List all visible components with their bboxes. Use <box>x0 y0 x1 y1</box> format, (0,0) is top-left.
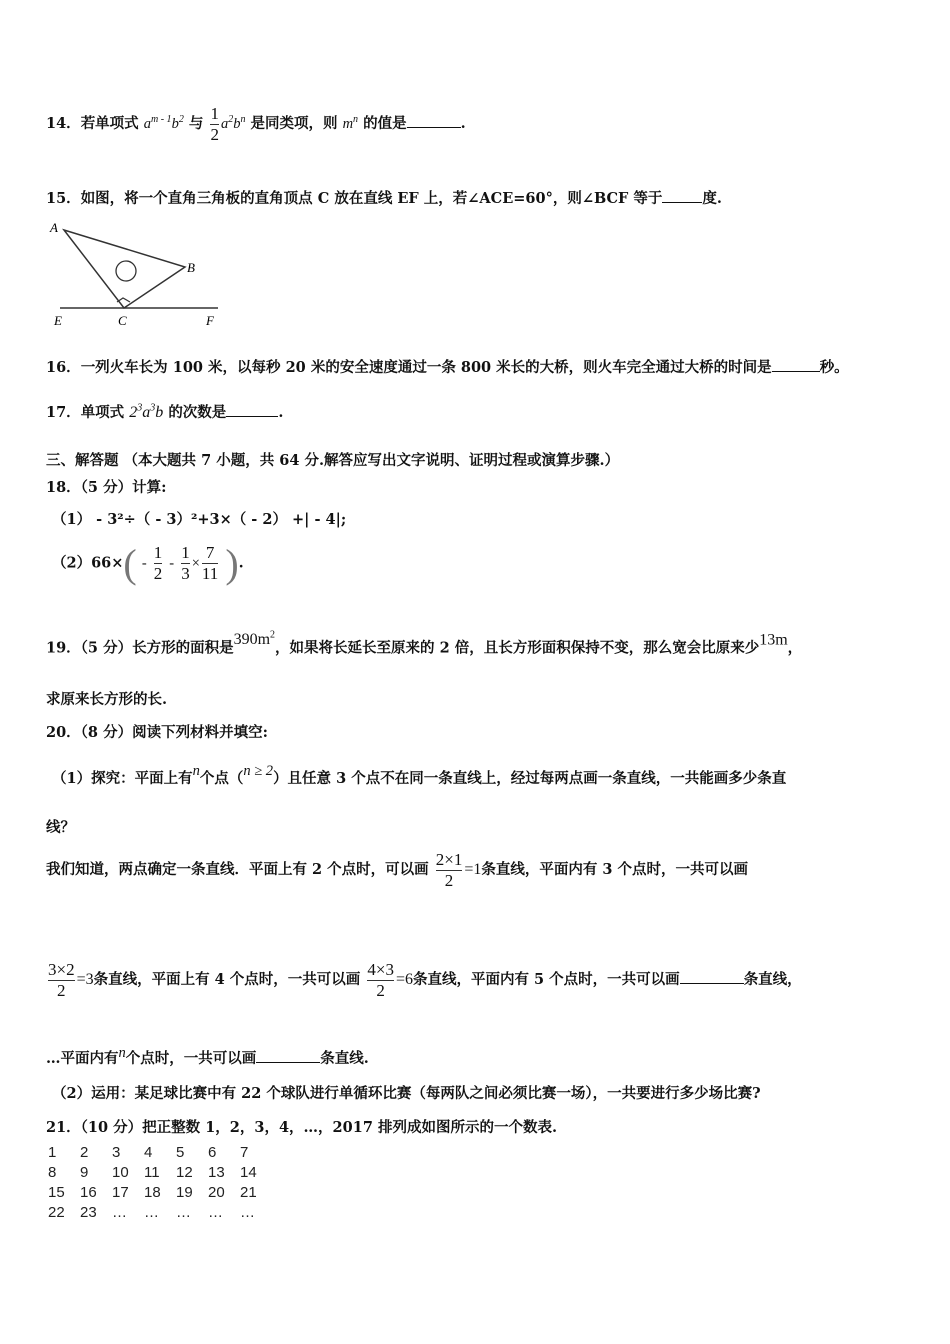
question-number: 14． <box>46 115 81 133</box>
fraction-half: $\frac{1}{2}$ <box>210 104 219 144</box>
table-cell: 22 <box>48 1204 65 1221</box>
table-cell: 12 <box>176 1164 193 1181</box>
width-decrease: 13m <box>759 631 788 649</box>
table-cell: 8 <box>48 1164 57 1181</box>
fraction: $\frac{1}{2}$ <box>153 543 163 583</box>
table-cell: 19 <box>176 1184 193 1201</box>
label-e: E <box>54 313 62 328</box>
question-20-para-4: …平面内有n个点时，一共可以画 条直线. <box>46 1045 369 1067</box>
answer-blank <box>256 1050 320 1063</box>
question-15: 15．如图，将一个直角三角板的直角顶点 C 放在直线 EF 上，若∠ACE=60°，则∠BCF 等于 度. <box>46 190 722 207</box>
table-cell: 5 <box>176 1144 185 1161</box>
question-20-para-3: $\frac{3\times 2}{2}$ =3条直线，平面上有 4 个点时，一共可以画 $\frac{4\times 3}{2}$ =6条直线，平面内有 5 个点时，一共可以画 条直线， <box>48 960 802 1000</box>
variable-n: n <box>192 763 200 779</box>
question-number: 15． <box>46 190 81 207</box>
question-number: 17． <box>46 404 81 421</box>
table-cell: … <box>208 1204 223 1221</box>
variable-n: n <box>118 1045 126 1061</box>
fraction: $\frac{3\times 2}{2}$ <box>48 960 75 1000</box>
question-21: 21．（10 分）把正整数 1，2，3，4，…，2017 排列成如图所示的一个数表. <box>46 1119 558 1136</box>
question-19: 19．（5 分）长方形的面积是$390m^2$，如果将长延长至原来的 2 倍，且长方形面积保持不变，那么宽会比原来少13m， <box>46 630 803 657</box>
number-table <box>48 1144 272 1224</box>
question-20-para-2: 我们知道，两点确定一条直线．平面上有 2 个点时，可以画 $\frac{2\times 1}{2}$ =1条直线，平面内有 3 个点时，一共可以画 <box>46 850 749 890</box>
right-angle-mark <box>117 298 130 302</box>
triangle-figure <box>48 218 228 332</box>
table-cell: 17 <box>112 1184 129 1201</box>
table-cell: 9 <box>80 1164 89 1181</box>
table-cell: 2 <box>80 1144 89 1161</box>
label-b: B <box>187 260 195 275</box>
fraction: $\frac{2\times 1}{2}$ <box>435 850 463 890</box>
answer-blank <box>680 971 744 984</box>
label-f: F <box>206 313 214 328</box>
table-row <box>48 1184 272 1204</box>
table-cell: … <box>176 1204 191 1221</box>
power-expression: $m^n$ <box>342 114 359 133</box>
table-cell: 7 <box>240 1144 249 1161</box>
table-cell: 21 <box>240 1184 257 1201</box>
triangle-hole <box>116 261 136 281</box>
section-heading: 三、解答题 （本大题共 7 小题，共 64 分.解答应写出文字说明、证明过程或演算步骤.） <box>46 452 620 469</box>
fraction: $\frac{4\times 3}{2}$ <box>367 960 394 1000</box>
question-18-part-1: （1） - 3²÷（ - 3）²+3×（ - 2） +| - 4|; <box>52 511 347 528</box>
table-cell: … <box>144 1204 159 1221</box>
table-cell: 23 <box>80 1204 97 1221</box>
table-cell: … <box>240 1204 255 1221</box>
question-18-title: 18．（5 分）计算: <box>46 479 167 496</box>
table-cell: 20 <box>208 1184 225 1201</box>
question-14: 14．若单项式 $a^{m - 1}b^2$ 与 $\frac{1}{2}$ $a^2b^n$ 是同类项，则 $m^n$ 的值是 . <box>46 104 466 144</box>
table-cell: 3 <box>112 1144 121 1161</box>
answer-blank <box>662 190 702 203</box>
table-cell: … <box>112 1204 127 1221</box>
monomial: $2^3a^3b$ <box>129 402 164 421</box>
fraction: $\frac{7}{11}$ <box>201 543 219 583</box>
question-20-part-2: （2）运用：某足球比赛中有 22 个球队进行单循环比赛（每两队之间必须比赛一场），一共要进行多少场比赛? <box>52 1085 761 1102</box>
table-row <box>48 1204 272 1224</box>
table-cell: 16 <box>80 1184 97 1201</box>
table-row <box>48 1164 272 1184</box>
answer-blank <box>772 359 820 372</box>
monomial-1: $a^{m - 1}b^2$ <box>143 114 184 133</box>
answer-blank <box>226 404 278 417</box>
fraction: $\frac{1}{3}$ <box>181 543 190 583</box>
table-cell: 6 <box>208 1144 217 1161</box>
table-cell: 18 <box>144 1184 161 1201</box>
table-cell: 13 <box>208 1164 225 1181</box>
left-paren: ( <box>123 541 137 586</box>
right-triangle <box>64 230 185 308</box>
label-a: A <box>50 220 58 235</box>
question-20-part-1-cont: 线？ <box>46 819 75 836</box>
question-16: 16．一列火车长为 100 米，以每秒 20 米的安全速度通过一条 800 米长的大桥，则火车完全通过大桥的时间是 秒。 <box>46 359 849 376</box>
question-19-line-2: 求原来长方形的长. <box>46 691 168 708</box>
table-cell: 14 <box>240 1164 257 1181</box>
right-paren: ) <box>225 541 239 586</box>
table-cell: 15 <box>48 1184 65 1201</box>
monomial-2: $a^2b^n$ <box>220 114 246 133</box>
table-row <box>48 1144 272 1164</box>
condition: n ≥ 2 <box>243 763 274 779</box>
question-18-part-2: （2）66×( - $\frac{1}{2}$ - $\frac{1}{3}$ × $\frac{7}{11}$ ). <box>52 541 244 586</box>
question-17: 17．单项式 $2^3a^3b$ 的次数是 . <box>46 402 284 421</box>
area-value: $390m^2$ <box>233 630 276 649</box>
question-20-part-1: （1）探究：平面上有n个点（n ≥ 2）且任意 3 个点不在同一条直线上，经过每两点画一条直线，一共能画多少条直 <box>52 763 787 787</box>
question-20-title: 20．（8 分）阅读下列材料并填空: <box>46 724 268 741</box>
label-c: C <box>118 313 127 328</box>
table-cell: 11 <box>144 1164 160 1181</box>
answer-blank <box>407 115 461 128</box>
table-cell: 1 <box>48 1144 57 1161</box>
table-cell: 10 <box>112 1164 129 1181</box>
question-number: 16． <box>46 359 81 376</box>
table-cell: 4 <box>144 1144 153 1161</box>
